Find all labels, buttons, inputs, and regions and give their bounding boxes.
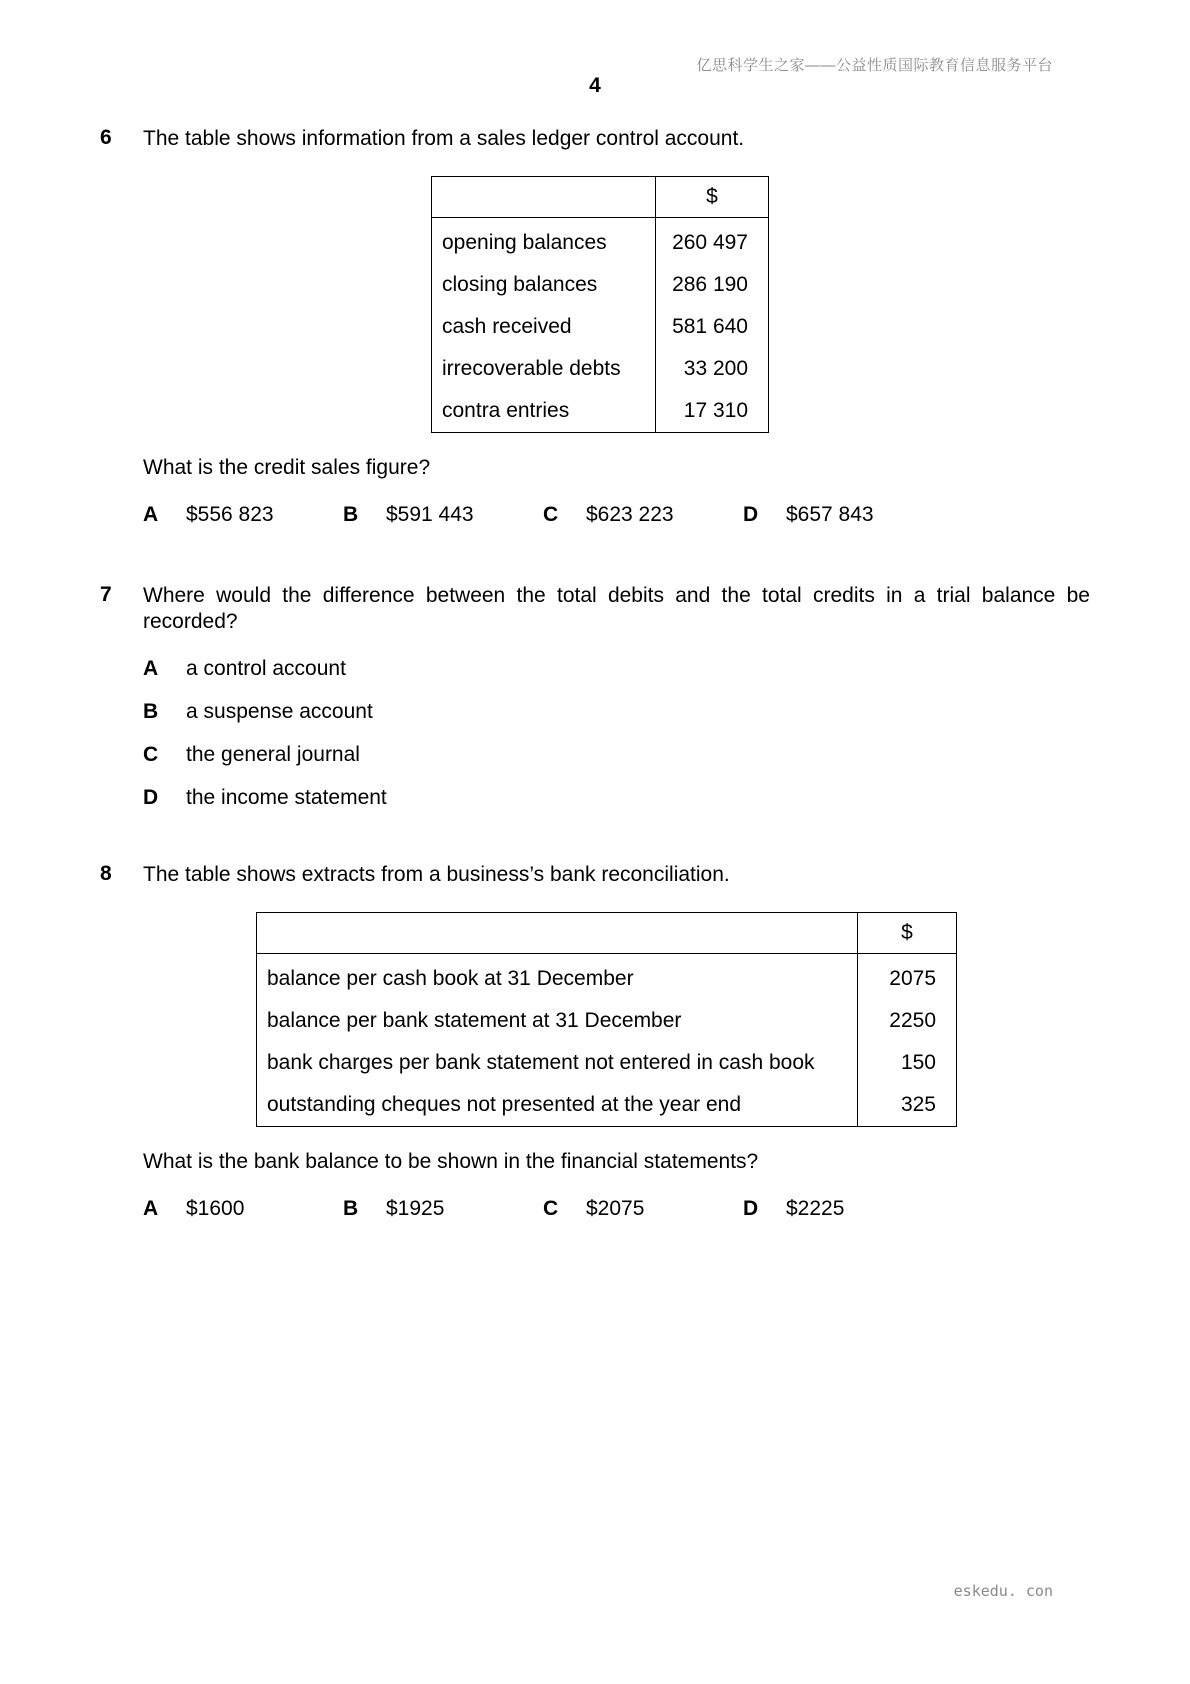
question-prompt: What is the bank balance to be shown in the financial statements? bbox=[143, 1150, 759, 1173]
table-row bbox=[432, 306, 769, 348]
table-row bbox=[257, 1000, 957, 1042]
option-a[interactable] bbox=[143, 503, 274, 527]
table-row bbox=[432, 348, 769, 390]
option-text: a control account bbox=[186, 657, 346, 680]
row-label: cash received bbox=[432, 306, 656, 348]
option-b[interactable] bbox=[343, 503, 474, 527]
table-header-currency: $ bbox=[656, 177, 769, 218]
footer-site: eskedu. con bbox=[953, 1582, 1053, 1600]
table-row bbox=[432, 218, 769, 265]
row-value: 17 310 bbox=[656, 390, 769, 433]
option-a[interactable] bbox=[143, 1197, 244, 1221]
option-b[interactable] bbox=[343, 1197, 444, 1221]
option-d[interactable] bbox=[143, 786, 387, 829]
question-number: 7 bbox=[100, 583, 112, 606]
row-label: contra entries bbox=[432, 390, 656, 433]
option-letter: A bbox=[143, 1197, 159, 1220]
option-letter: B bbox=[343, 503, 359, 526]
option-letter: B bbox=[143, 700, 159, 723]
row-label: opening balances bbox=[432, 218, 656, 265]
option-letter: A bbox=[143, 657, 159, 680]
row-value: 33 200 bbox=[656, 348, 769, 390]
option-letter: C bbox=[543, 1197, 559, 1220]
option-d[interactable] bbox=[743, 1197, 844, 1221]
question-text: The table shows extracts from a business’s bank reconciliation. bbox=[143, 863, 730, 886]
answer-options bbox=[143, 1197, 943, 1225]
question-text: The table shows information from a sales ledger control account. bbox=[143, 127, 745, 150]
option-c[interactable] bbox=[543, 1197, 644, 1221]
option-text: $591 443 bbox=[386, 503, 474, 526]
row-label: closing balances bbox=[432, 264, 656, 306]
sales-ledger-table bbox=[431, 176, 769, 433]
question-text: Where would the difference between the total debits and the total credits in a trial balance be recorded? bbox=[143, 584, 1090, 633]
option-text: $556 823 bbox=[186, 503, 274, 526]
table-header-row bbox=[432, 177, 769, 218]
row-value: 2250 bbox=[858, 1000, 957, 1042]
row-label: balance per bank statement at 31 December bbox=[257, 1000, 858, 1042]
question-number: 8 bbox=[100, 862, 112, 885]
row-value: 581 640 bbox=[656, 306, 769, 348]
question-8 bbox=[100, 862, 1090, 1242]
question-prompt: What is the credit sales figure? bbox=[143, 456, 431, 479]
table-header-label bbox=[257, 913, 858, 954]
option-text: $2075 bbox=[586, 1197, 645, 1220]
option-text: the income statement bbox=[186, 786, 387, 809]
table-header-currency: $ bbox=[858, 913, 957, 954]
row-label: irrecoverable debts bbox=[432, 348, 656, 390]
option-text: $2225 bbox=[786, 1197, 845, 1220]
option-letter: B bbox=[343, 1197, 359, 1220]
watermark-text: 亿思科学生之家——公益性质国际教育信息服务平台 bbox=[696, 57, 1053, 74]
option-letter: D bbox=[143, 786, 159, 809]
question-6 bbox=[100, 126, 1090, 526]
table-row bbox=[432, 264, 769, 306]
row-label: balance per cash book at 31 December bbox=[257, 954, 858, 1001]
answer-options bbox=[143, 503, 943, 531]
option-c[interactable] bbox=[143, 743, 387, 786]
row-label: bank charges per bank statement not entered in cash book bbox=[257, 1042, 858, 1084]
question-number: 6 bbox=[100, 126, 112, 149]
row-value: 325 bbox=[858, 1084, 957, 1127]
option-text: $657 843 bbox=[786, 503, 874, 526]
option-b[interactable] bbox=[143, 700, 387, 743]
page-number: 4 bbox=[589, 74, 601, 97]
row-label: outstanding cheques not presented at the year end bbox=[257, 1084, 858, 1127]
option-letter: C bbox=[143, 743, 159, 766]
option-letter: D bbox=[743, 503, 759, 526]
option-letter: D bbox=[743, 1197, 759, 1220]
option-letter: A bbox=[143, 503, 159, 526]
answer-options bbox=[143, 657, 387, 829]
bank-reconciliation-table bbox=[256, 912, 957, 1127]
row-value: 260 497 bbox=[656, 218, 769, 265]
option-letter: C bbox=[543, 503, 559, 526]
option-text: $1600 bbox=[186, 1197, 245, 1220]
table-row bbox=[432, 390, 769, 433]
option-a[interactable] bbox=[143, 657, 387, 700]
table-header-label bbox=[432, 177, 656, 218]
table-header-row bbox=[257, 913, 957, 954]
option-text: $1925 bbox=[386, 1197, 445, 1220]
option-text: the general journal bbox=[186, 743, 360, 766]
row-value: 150 bbox=[858, 1042, 957, 1084]
option-text: a suspense account bbox=[186, 700, 373, 723]
table-row bbox=[257, 1042, 957, 1084]
table-row bbox=[257, 1084, 957, 1127]
option-text: $623 223 bbox=[586, 503, 674, 526]
option-d[interactable] bbox=[743, 503, 874, 527]
option-c[interactable] bbox=[543, 503, 674, 527]
table-row bbox=[257, 954, 957, 1001]
question-7 bbox=[100, 583, 1090, 823]
row-value: 286 190 bbox=[656, 264, 769, 306]
row-value: 2075 bbox=[858, 954, 957, 1001]
